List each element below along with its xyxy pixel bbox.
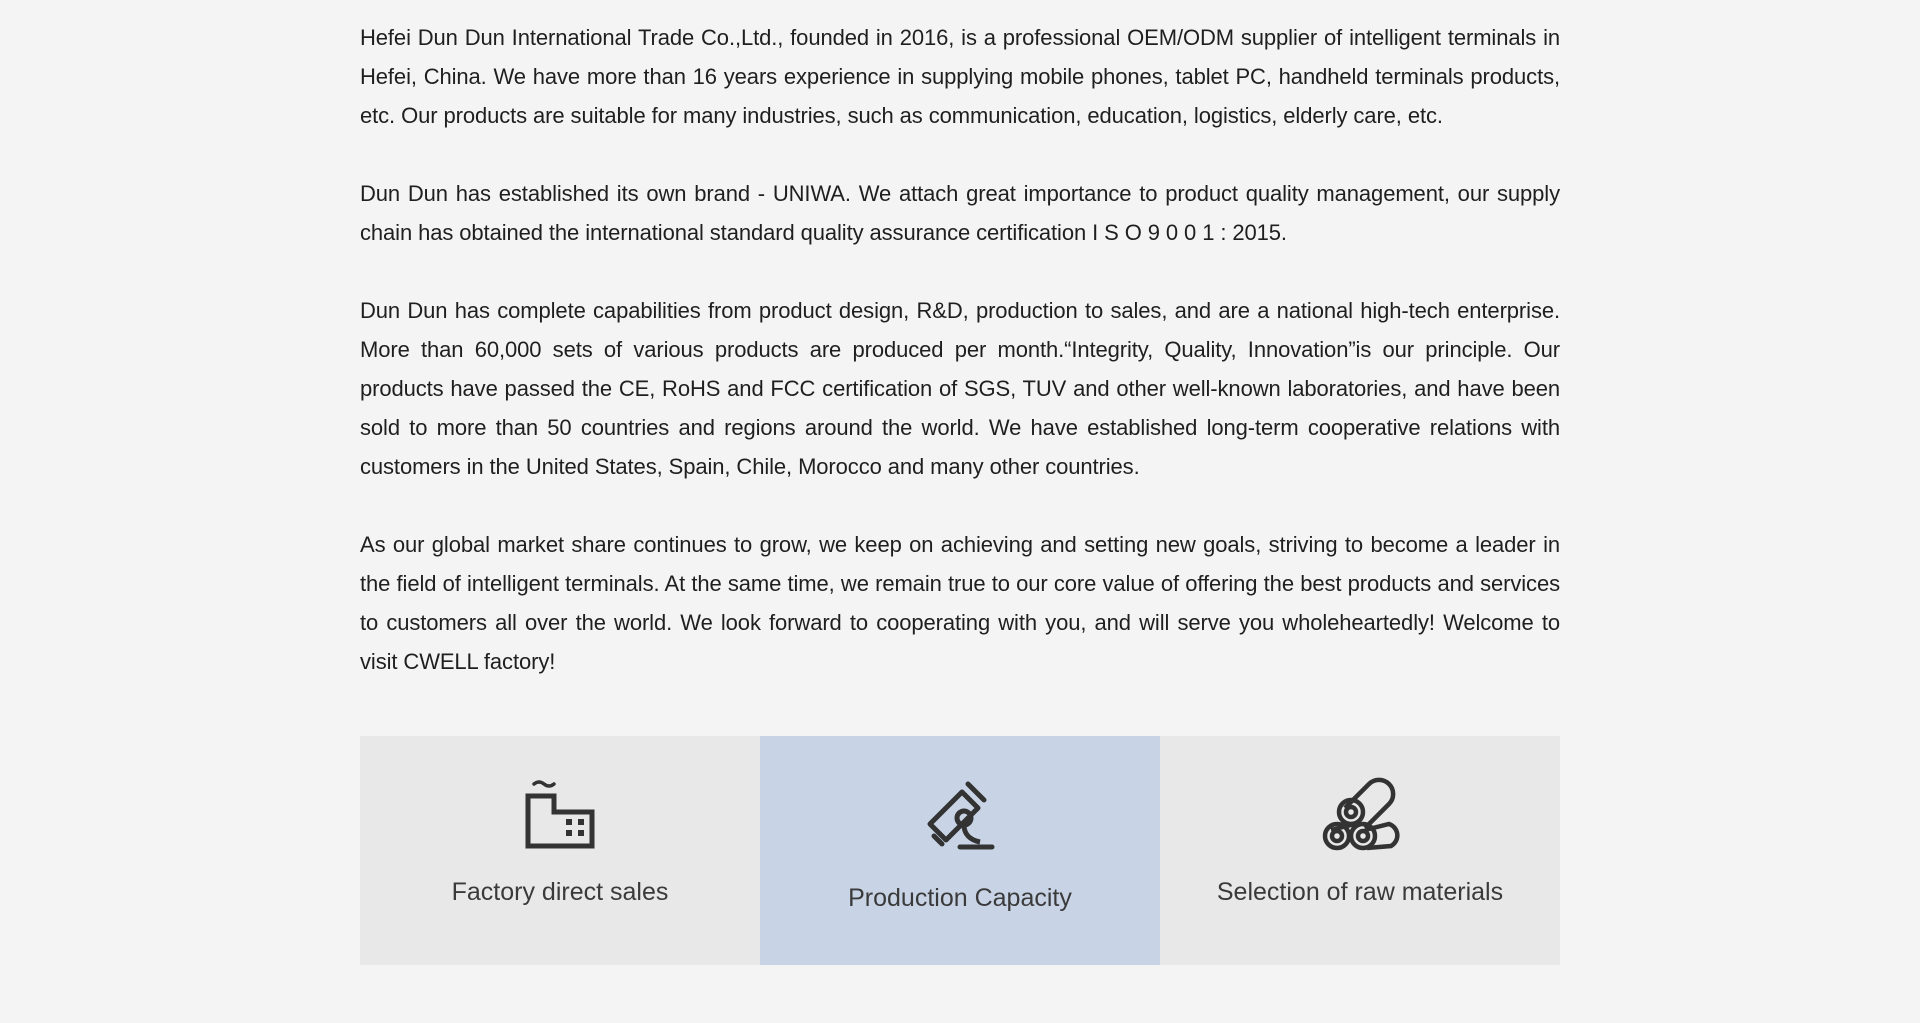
feature-tile-factory-direct-sales[interactable] (360, 736, 760, 965)
feature-tile-production-capacity[interactable] (760, 736, 1160, 965)
feature-label: Production Capacity (848, 884, 1072, 912)
feature-tiles (360, 736, 1560, 965)
about-paragraph-2: Dun Dun has established its own brand - UNIWA. We attach great importance to product quality management, our supply chain has obtained the international standard quality assurance certification I S O 9 0 0 1 : 2015. (360, 181, 1560, 245)
feature-tile-selection-of-raw-materials[interactable] (1160, 736, 1560, 965)
about-paragraph-3: Dun Dun has complete capabilities from product design, R&D, production to sales, and are a national high-tech enterprise. More than 60,000 sets of various products are produced per month.“Integrity, Quality, Innovation”is our principle. Our products have passed the CE, RoHS and FCC certification of SGS, TUV and other well-known laboratories, and have been sold to more than 50 countries and regions around the world. We have established long-term cooperative relations with customers in the United States, Spain, Chile, Morocco and many other countries. (360, 298, 1560, 479)
about-paragraph-1: Hefei Dun Dun International Trade Co.,Ltd., founded in 2016, is a professional OEM/ODM supplier of intelligent terminals in Hefei, China. We have more than 16 years experience in supplying mobile phones, tablet PC, handheld terminals products, etc. Our products are suitable for many industries, such as communication, education, logistics, elderly care, etc. (360, 25, 1560, 128)
microscope-icon (915, 774, 1005, 854)
feature-label: Selection of raw materials (1216, 878, 1504, 906)
about-section (360, 18, 1560, 681)
factory-icon (515, 774, 605, 854)
feature-label: Factory direct sales (451, 878, 669, 906)
material-rolls-icon (1315, 774, 1405, 854)
about-paragraph-4: As our global market share continues to grow, we keep on achieving and setting new goals, striving to become a leader in the field of intelligent terminals. At the same time, we remain true to our core value of offering the best products and services to customers all over the world. We look forward to cooperating with you, and will serve you wholeheartedly! Welcome to visit CWELL factory! (360, 532, 1560, 674)
